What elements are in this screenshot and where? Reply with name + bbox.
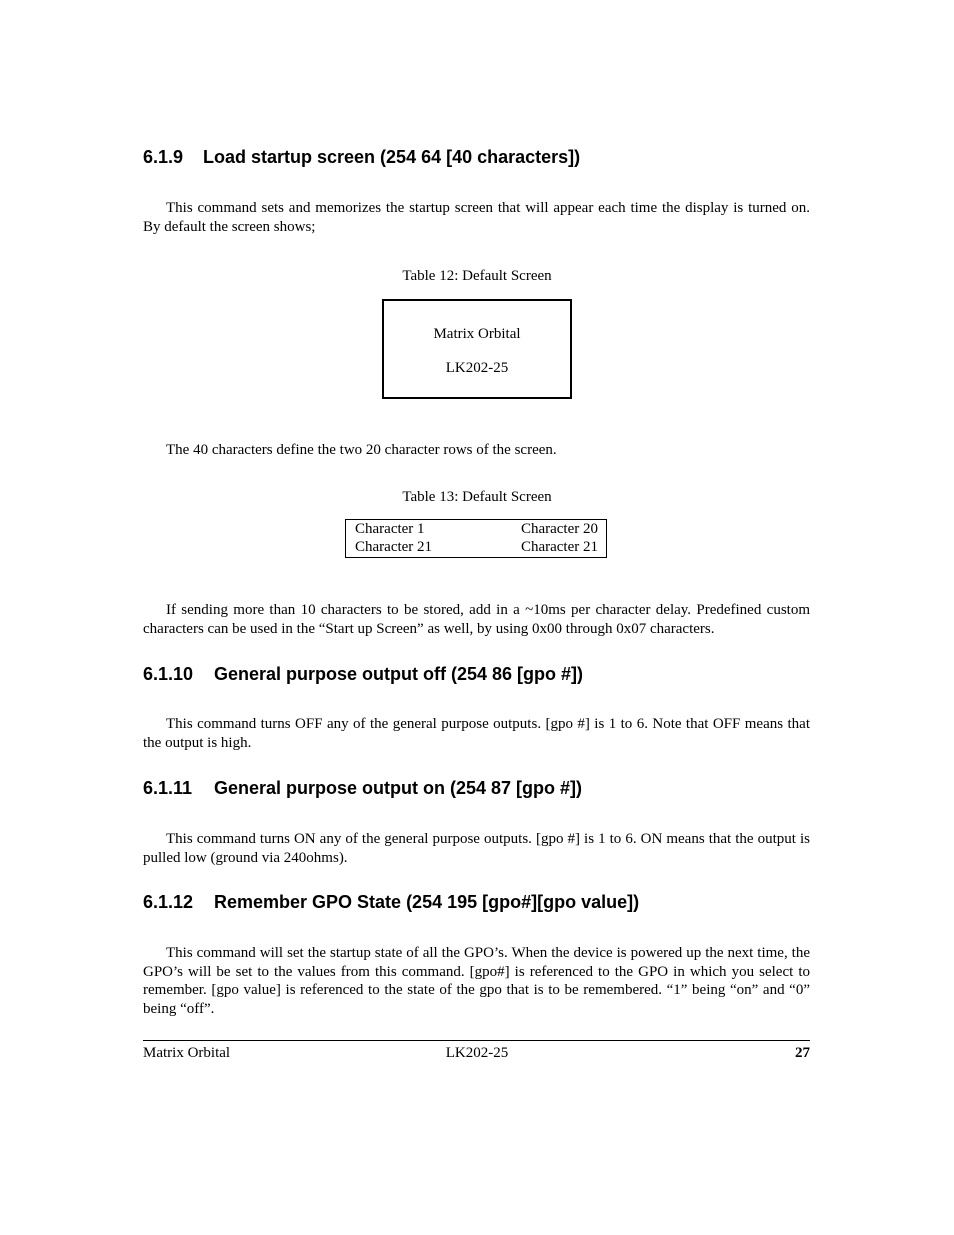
section-number: 6.1.11 [143, 778, 193, 798]
footer-left: Matrix Orbital [143, 1045, 231, 1061]
table-12-caption: Table 12: Default Screen [402, 268, 552, 284]
paragraph: The 40 characters define the two 20 character rows of the screen. [166, 442, 557, 458]
section-heading-6-1-11 [143, 778, 582, 799]
section-heading-6-1-10 [143, 664, 583, 685]
table-13-caption: Table 13: Default Screen [402, 489, 552, 505]
paragraph: This command turns ON any of the general purpose outputs. [gpo #] is 1 to 6. ON means that the output is pulled low (ground via 240ohms). [143, 831, 810, 866]
section-number: 6.1.12 [143, 892, 194, 912]
page-number: 27 [795, 1045, 810, 1061]
table-cell: Character 20 [520, 521, 598, 537]
table-cell: Character 21 [520, 539, 598, 555]
footer-center: LK202-25 [445, 1045, 509, 1061]
default-screen-table-12 [382, 299, 572, 399]
paragraph: If sending more than 10 characters to be stored, add in a ~10ms per character delay. Predefined custom characters can be used in the “Start up Screen” as well, by using 0x00 through 0x07 characters. [143, 602, 810, 637]
screen-line-1: Matrix Orbital [433, 326, 521, 342]
default-screen-table-13 [345, 519, 607, 558]
paragraph: This command sets and memorizes the startup screen that will appear each time the display is turned on. By default the screen shows; [143, 200, 810, 235]
paragraph: This command turns OFF any of the general purpose outputs. [gpo #] is 1 to 6. Note that OFF means that the output is high. [143, 716, 810, 751]
screen-line-2: LK202-25 [445, 360, 509, 376]
section-number: 6.1.9 [143, 147, 184, 167]
table-cell: Character 1 [355, 521, 425, 537]
paragraph: This command will set the startup state of all the GPO’s. When the device is powered up the next time, the GPO’s will be set to the values from this command. [gpo#] is referenced to the GPO in which you select to remember. [gpo value] is referenced to the state of the gpo that is to be remembered. “1” being “on” and “0” being “off”. [143, 945, 810, 1017]
section-title: General purpose output on (254 87 [gpo #]) [214, 778, 583, 798]
section-heading-6-1-9 [143, 147, 580, 168]
section-number: 6.1.10 [143, 664, 194, 684]
footer-rule [143, 1040, 810, 1041]
table-cell: Character 21 [355, 539, 433, 555]
section-title: Load startup screen (254 64 [40 characters]) [203, 147, 581, 167]
section-heading-6-1-12 [143, 892, 639, 913]
section-title: General purpose output off (254 86 [gpo #]) [214, 664, 584, 684]
section-title: Remember GPO State (254 195 [gpo#][gpo value]) [214, 892, 640, 912]
